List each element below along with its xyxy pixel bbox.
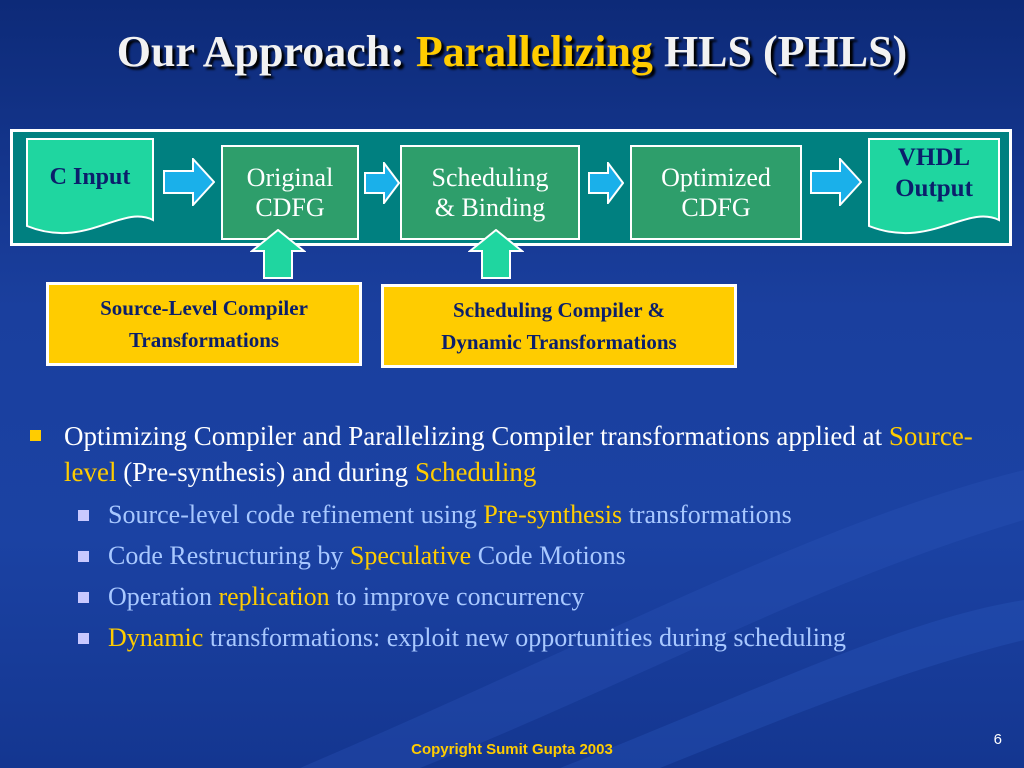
main-bullet-highlight2: Scheduling [414, 457, 537, 487]
sub-bullet [30, 581, 990, 613]
flow-arrow-4 [810, 158, 862, 211]
right-arrow-icon [588, 162, 624, 204]
sub-bullet-text-b: transformations: exploit new opportunities during scheduling [203, 623, 846, 652]
title-suffix: HLS (PHLS) [663, 27, 908, 76]
callout-source-level [46, 282, 362, 366]
stage-original-cdfg [221, 145, 359, 240]
stage-line2: & Binding [434, 192, 546, 222]
up-arrow-1 [250, 229, 306, 284]
title-highlight: Parallelizing [415, 27, 653, 76]
square-bullet-icon [78, 592, 89, 603]
vhdl-output-line2: Output [895, 175, 973, 202]
sub-bullet-text-a: Source-level code refinement using [108, 500, 484, 529]
vhdl-output-document [868, 138, 1000, 240]
main-bullet-text1: Optimizing Compiler and Parallelizing Compiler transformations applied at [64, 421, 889, 451]
stage-optimized-cdfg [630, 145, 802, 240]
square-bullet-icon [78, 510, 89, 521]
vhdl-output-label [868, 142, 1000, 204]
right-arrow-icon [810, 158, 862, 206]
title-prefix: Our Approach: [116, 27, 405, 76]
callout-line1: Source-Level Compiler [100, 296, 308, 320]
stage-line1: Optimized [661, 162, 771, 192]
callout-line1: Scheduling Compiler & [453, 298, 665, 322]
callout-line2: Transformations [128, 328, 280, 352]
c-input-document [26, 138, 154, 240]
right-arrow-icon [364, 162, 400, 204]
page-number: 6 [993, 731, 1002, 748]
callout-scheduling-dynamic [381, 284, 737, 368]
c-input-label: C Input [49, 164, 131, 190]
sub-bullet-text-b: to improve concurrency [329, 582, 585, 611]
sub-bullet [30, 622, 990, 654]
vhdl-output-line1: VHDL [897, 144, 971, 171]
sub-bullet-highlight: replication [218, 582, 330, 611]
main-bullet-text2: (Pre-synthesis) and during [116, 457, 415, 487]
stage-scheduling-binding [400, 145, 580, 240]
square-bullet-icon [30, 430, 41, 441]
callout-line2: Dynamic Transformations [441, 330, 677, 354]
up-arrow-icon [468, 229, 524, 279]
page-title [0, 26, 1024, 77]
square-bullet-icon [78, 633, 89, 644]
bullet-list [30, 418, 990, 654]
flow-arrow-1 [163, 158, 215, 211]
sub-bullet-highlight: Dynamic [108, 623, 204, 652]
stage-line2: CDFG [681, 192, 751, 222]
stage-line1: Scheduling [431, 162, 549, 192]
sub-bullet-text-b: transformations [622, 500, 792, 529]
main-bullet-highlight1: Source-level [64, 421, 973, 487]
copyright-footer: Copyright Sumit Gupta 2003 [411, 741, 613, 758]
sub-bullet-highlight: Speculative [349, 541, 472, 570]
stage-line2: CDFG [255, 192, 325, 222]
flow-arrow-2 [364, 162, 400, 209]
up-arrow-2 [468, 229, 524, 284]
square-bullet-icon [78, 551, 89, 562]
right-arrow-icon [163, 158, 215, 206]
sub-bullet-highlight: Pre-synthesis [483, 500, 623, 529]
sub-bullet [30, 540, 990, 572]
up-arrow-icon [250, 229, 306, 279]
main-bullet [30, 418, 990, 490]
sub-bullet-text-b: Code Motions [471, 541, 626, 570]
flow-arrow-3 [588, 162, 624, 209]
sub-bullet-text-a: Operation [108, 582, 219, 611]
stage-line1: Original [246, 162, 334, 192]
sub-bullet [30, 499, 990, 531]
sub-bullet-text-a: Code Restructuring by [108, 541, 350, 570]
